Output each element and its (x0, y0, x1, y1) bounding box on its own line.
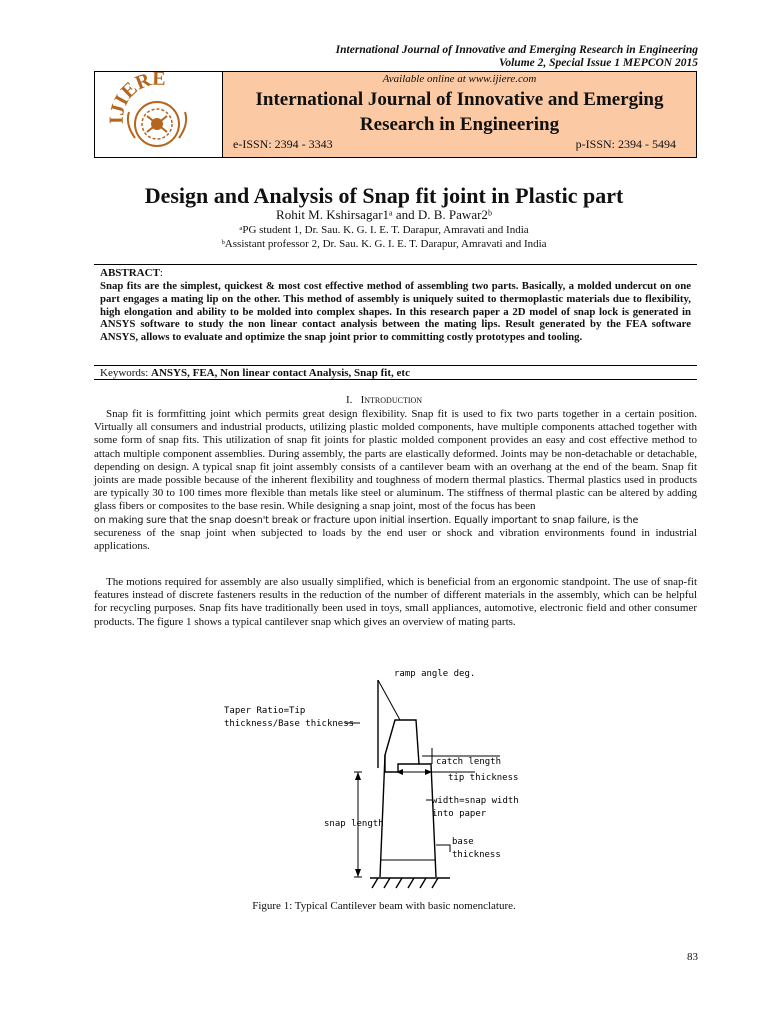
keywords: ANSYS, FEA, Non linear contact Analysis, Snap fit, etc (151, 367, 410, 379)
label-tip-thickness: tip thickness (448, 773, 519, 783)
figure-1 (210, 660, 550, 900)
paragraph-1-part-2: on making sure that the snap doesn't break or fracture upon initial insertion. Equally important to snap failure, is the (94, 514, 639, 526)
authors: Rohit M. Kshirsagar1ᵃ and D. B. Pawar2ᵇ (276, 207, 492, 222)
paragraph-1-part-3: secureness of the snap joint when subjected to loads by the end user or shock and vibration environments found in industrial applications. (94, 526, 697, 553)
section-title: Introduction (360, 394, 423, 406)
label-base-2: thickness (452, 850, 501, 860)
abstract-heading (100, 267, 163, 279)
journal-title-cell (223, 72, 696, 157)
section-number: I. (345, 394, 353, 406)
p-issn: p-ISSN: 2394 - 5494 (575, 137, 676, 151)
running-header-volume: Volume 2, Special Issue 1 MEPCON 2015 (498, 57, 698, 69)
intro-paragraph-1 (94, 408, 697, 553)
keywords-label: Keywords: (100, 367, 152, 379)
e-issn: e-ISSN: 2394 - 3343 (233, 137, 333, 151)
keywords-line (94, 365, 697, 380)
label-taper-ratio-2: thickness/Base thickness (224, 719, 355, 729)
logo-text: IJIERE (105, 72, 166, 125)
label-taper-ratio-1: Taper Ratio=Tip (224, 706, 306, 716)
cantilever-diagram (210, 660, 550, 895)
abstract-box (94, 264, 697, 380)
label-width-2: into paper (432, 809, 487, 819)
journal-name (223, 87, 696, 137)
journal-name-line2: Research in Engineering (359, 114, 560, 135)
abstract-text: Snap fits are the simplest, quickest & most cost effective method of assembling two parts. Basically, a molded undercut on one part engages a mating lip on the other. This method of assembly is uniquely suited to thermoplastic materials due to flexibility, high elongation and ability to be molded into complex shapes. In this research paper a 2D model of snap lock is generated in ANSYS software to study the non linear contact analysis between the mating lips. Result generated by the FEA software ANSYS, allows to evaluate and optimize the snap joint prior to committing costly prototypes and tooling. (100, 280, 691, 344)
running-header-journal: International Journal of Innovative and Emerging Research in Engineering (335, 44, 698, 56)
abstract-heading-colon: : (159, 267, 163, 279)
label-ramp-angle: ramp angle deg. (394, 669, 476, 679)
journal-logo (95, 72, 223, 157)
intro-paragraph-2: The motions required for assembly are also usually simplified, which is beneficial from an ergonomic standpoint. The use of snap-fit features instead of discrete fasteners results in the reduction of the number of different materials in the assembly, which can be helpful for recycling purposes. Snap fits have traditionally been used in toys, small appliances, automotive, electronic field and other consumer products. The figure 1 shows a typical cantilever snap which gives an overview of mating parts. (94, 576, 697, 628)
paragraph-1-part-1: Snap fit is formfitting joint which permits great design flexibility. Snap fit is used to fix two parts together in a certain position. Virtually all consumers and industrial products, utilizing plastic molded components, have multiple components attached together with some form of snap fits. This utilization of snap fit joints for plastic molded component provides an easy and cost effective method to attach multiple component assemblies. During assembly, the parts are elastically deformed. Joints may be non-detachable or detachable, depending on design. A typical snap fit joint assembly consists of a cantilever beam with an overhang at the end of the beam. Snap fit joints are made possible because of the inherent flexibility and toughness of modern thermal plastics. Thermal plastics used in products are typically 30 to 100 times more flexible than metals like steel or aluminum. The stiffness of thermal plastic can be altered by adding glass fibers or composites to the base resin. While designing a snap joint, most of the focus has been (94, 408, 697, 513)
journal-seal-icon (95, 72, 221, 157)
label-snap-length: snap length (324, 819, 384, 829)
journal-name-line1: International Journal of Innovative and Emerging (255, 89, 664, 110)
label-base-1: base (452, 837, 474, 847)
abstract-heading-text: ABSTRACT (100, 267, 160, 279)
section-heading (0, 394, 768, 406)
page-number: 83 (687, 951, 698, 963)
label-width-1: width=snap width (432, 796, 519, 806)
paper-title: Design and Analysis of Snap fit joint in Plastic part (144, 183, 624, 208)
affiliation-a: ᵃPG student 1, Dr. Sau. K. G. I. E. T. Darapur, Amravati and India (239, 224, 529, 236)
affiliation-b: ᵇAssistant professor 2, Dr. Sau. K. G. I. E. T. Darapur, Amravati and India (221, 238, 547, 250)
label-catch-length: catch length (436, 757, 502, 767)
journal-banner (94, 71, 697, 158)
figure-caption: Figure 1: Typical Cantilever beam with basic nomenclature. (252, 900, 516, 912)
available-online: Available online at www.ijiere.com (382, 73, 537, 85)
